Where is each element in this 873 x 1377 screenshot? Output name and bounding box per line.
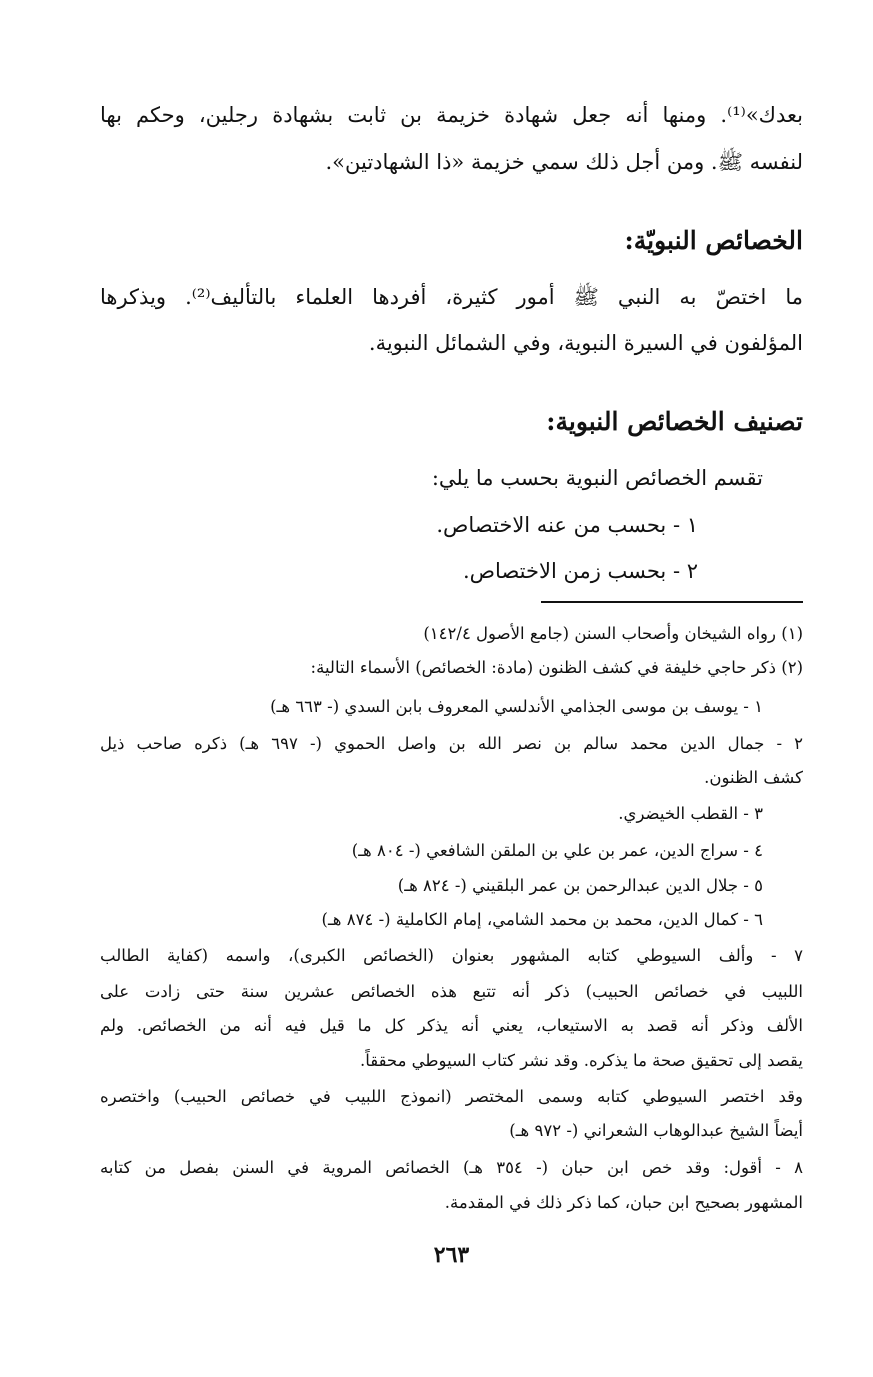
footnote-line: ٦ - كمال الدين، محمد بن محمد الشامي، إمام الكاملية (- ٨٧٤ هـ): [321, 910, 763, 929]
footnote-line: ٣ - القطب الخيضري.: [618, 804, 763, 823]
section1-line-1: ما اختصّ به النبي ﷺ أمور كثيرة، أفردها العلماء بالتأليف⁽²⁾. ويذكرها: [100, 285, 803, 309]
footnote-line: ٥ - جلال الدين عبدالرحمن بن عمر البلقيني (- ٨٢٤ هـ): [397, 876, 763, 895]
footnote-1: (١) رواه الشيخان وأصحاب السنن (جامع الأصول ١٤٢/٤): [423, 624, 803, 643]
footnote-line: اللبيب في خصائص الحبيب) ذكر أنه تتبع هذه الخصائص عشرين سنة حتى زادت على: [100, 982, 803, 1001]
footnote-line: أيضاً الشيخ عبدالوهاب الشعراني (- ٩٧٢ هـ): [509, 1121, 803, 1140]
intro-line-1: بعدك»⁽¹⁾. ومنها أنه جعل شهادة خزيمة بن ثابت بشهادة رجلين، وحكم بها: [100, 103, 803, 127]
classification-item-1: ١ - بحسب من عنه الاختصاص.: [436, 513, 698, 537]
footnote-2-intro: (٢) ذكر حاجي خليفة في كشف الظنون (مادة: الخصائص) الأسماء التالية:: [310, 658, 803, 677]
intro-line-2: لنفسه ﷺ. ومن أجل ذلك سمي خزيمة «ذا الشهادتين».: [325, 150, 803, 174]
footnote-line: ٢ - جمال الدين محمد سالم بن نصر الله بن واصل الحموي (- ٦٩٧ هـ) ذكره صاحب ذيل: [100, 734, 803, 753]
page-number: ٢٦٣: [433, 1242, 470, 1268]
footnote-line: يقصد إلى تحقيق صحة ما يذكره. وقد نشر كتاب السيوطي محققاً.: [359, 1051, 803, 1070]
book-page: [100, 0, 803, 1377]
footnote-line: ١ - يوسف بن موسى الجذامي الأندلسي المعروف بابن السدي (- ٦٦٣ هـ): [270, 697, 763, 716]
footnote-line: الألف وذكر أنه قصد به الاستيعاب، يعني أنه يذكر كل ما قيل فيه أنه من الخصائص. ولم: [100, 1016, 803, 1035]
section-heading-classification: تصنيف الخصائص النبوية:: [546, 407, 803, 436]
footnote-line: ٧ - وألف السيوطي كتابه المشهور بعنوان (الخصائص الكبرى)، واسمه (كفاية الطالب: [100, 946, 803, 965]
footnote-line: كشف الظنون.: [704, 768, 803, 787]
footnote-line: المشهور بصحيح ابن حبان، كما ذكر ذلك في المقدمة.: [444, 1193, 803, 1212]
footnote-line: ٤ - سراج الدين، عمر بن علي بن الملقن الشافعي (- ٨٠٤ هـ): [351, 841, 763, 860]
footnote-line: وقد اختصر السيوطي كتابه وسمى المختصر (انموذج اللبيب في خصائص الحبيب) واختصره: [100, 1087, 803, 1106]
classification-item-2: ٢ - بحسب زمن الاختصاص.: [462, 559, 698, 583]
section-heading-prophetic-traits: الخصائص النبويّة:: [624, 226, 803, 255]
classification-intro: تقسم الخصائص النبوية بحسب ما يلي:: [431, 466, 763, 490]
footnote-line: ٨ - أقول: وقد خص ابن حبان (- ٣٥٤ هـ) الخصائص المروية في السنن بفصل من كتابه: [100, 1158, 803, 1177]
section1-line-2: المؤلفون في السيرة النبوية، وفي الشمائل النبوية.: [368, 331, 803, 355]
footnote-separator: [541, 601, 803, 603]
